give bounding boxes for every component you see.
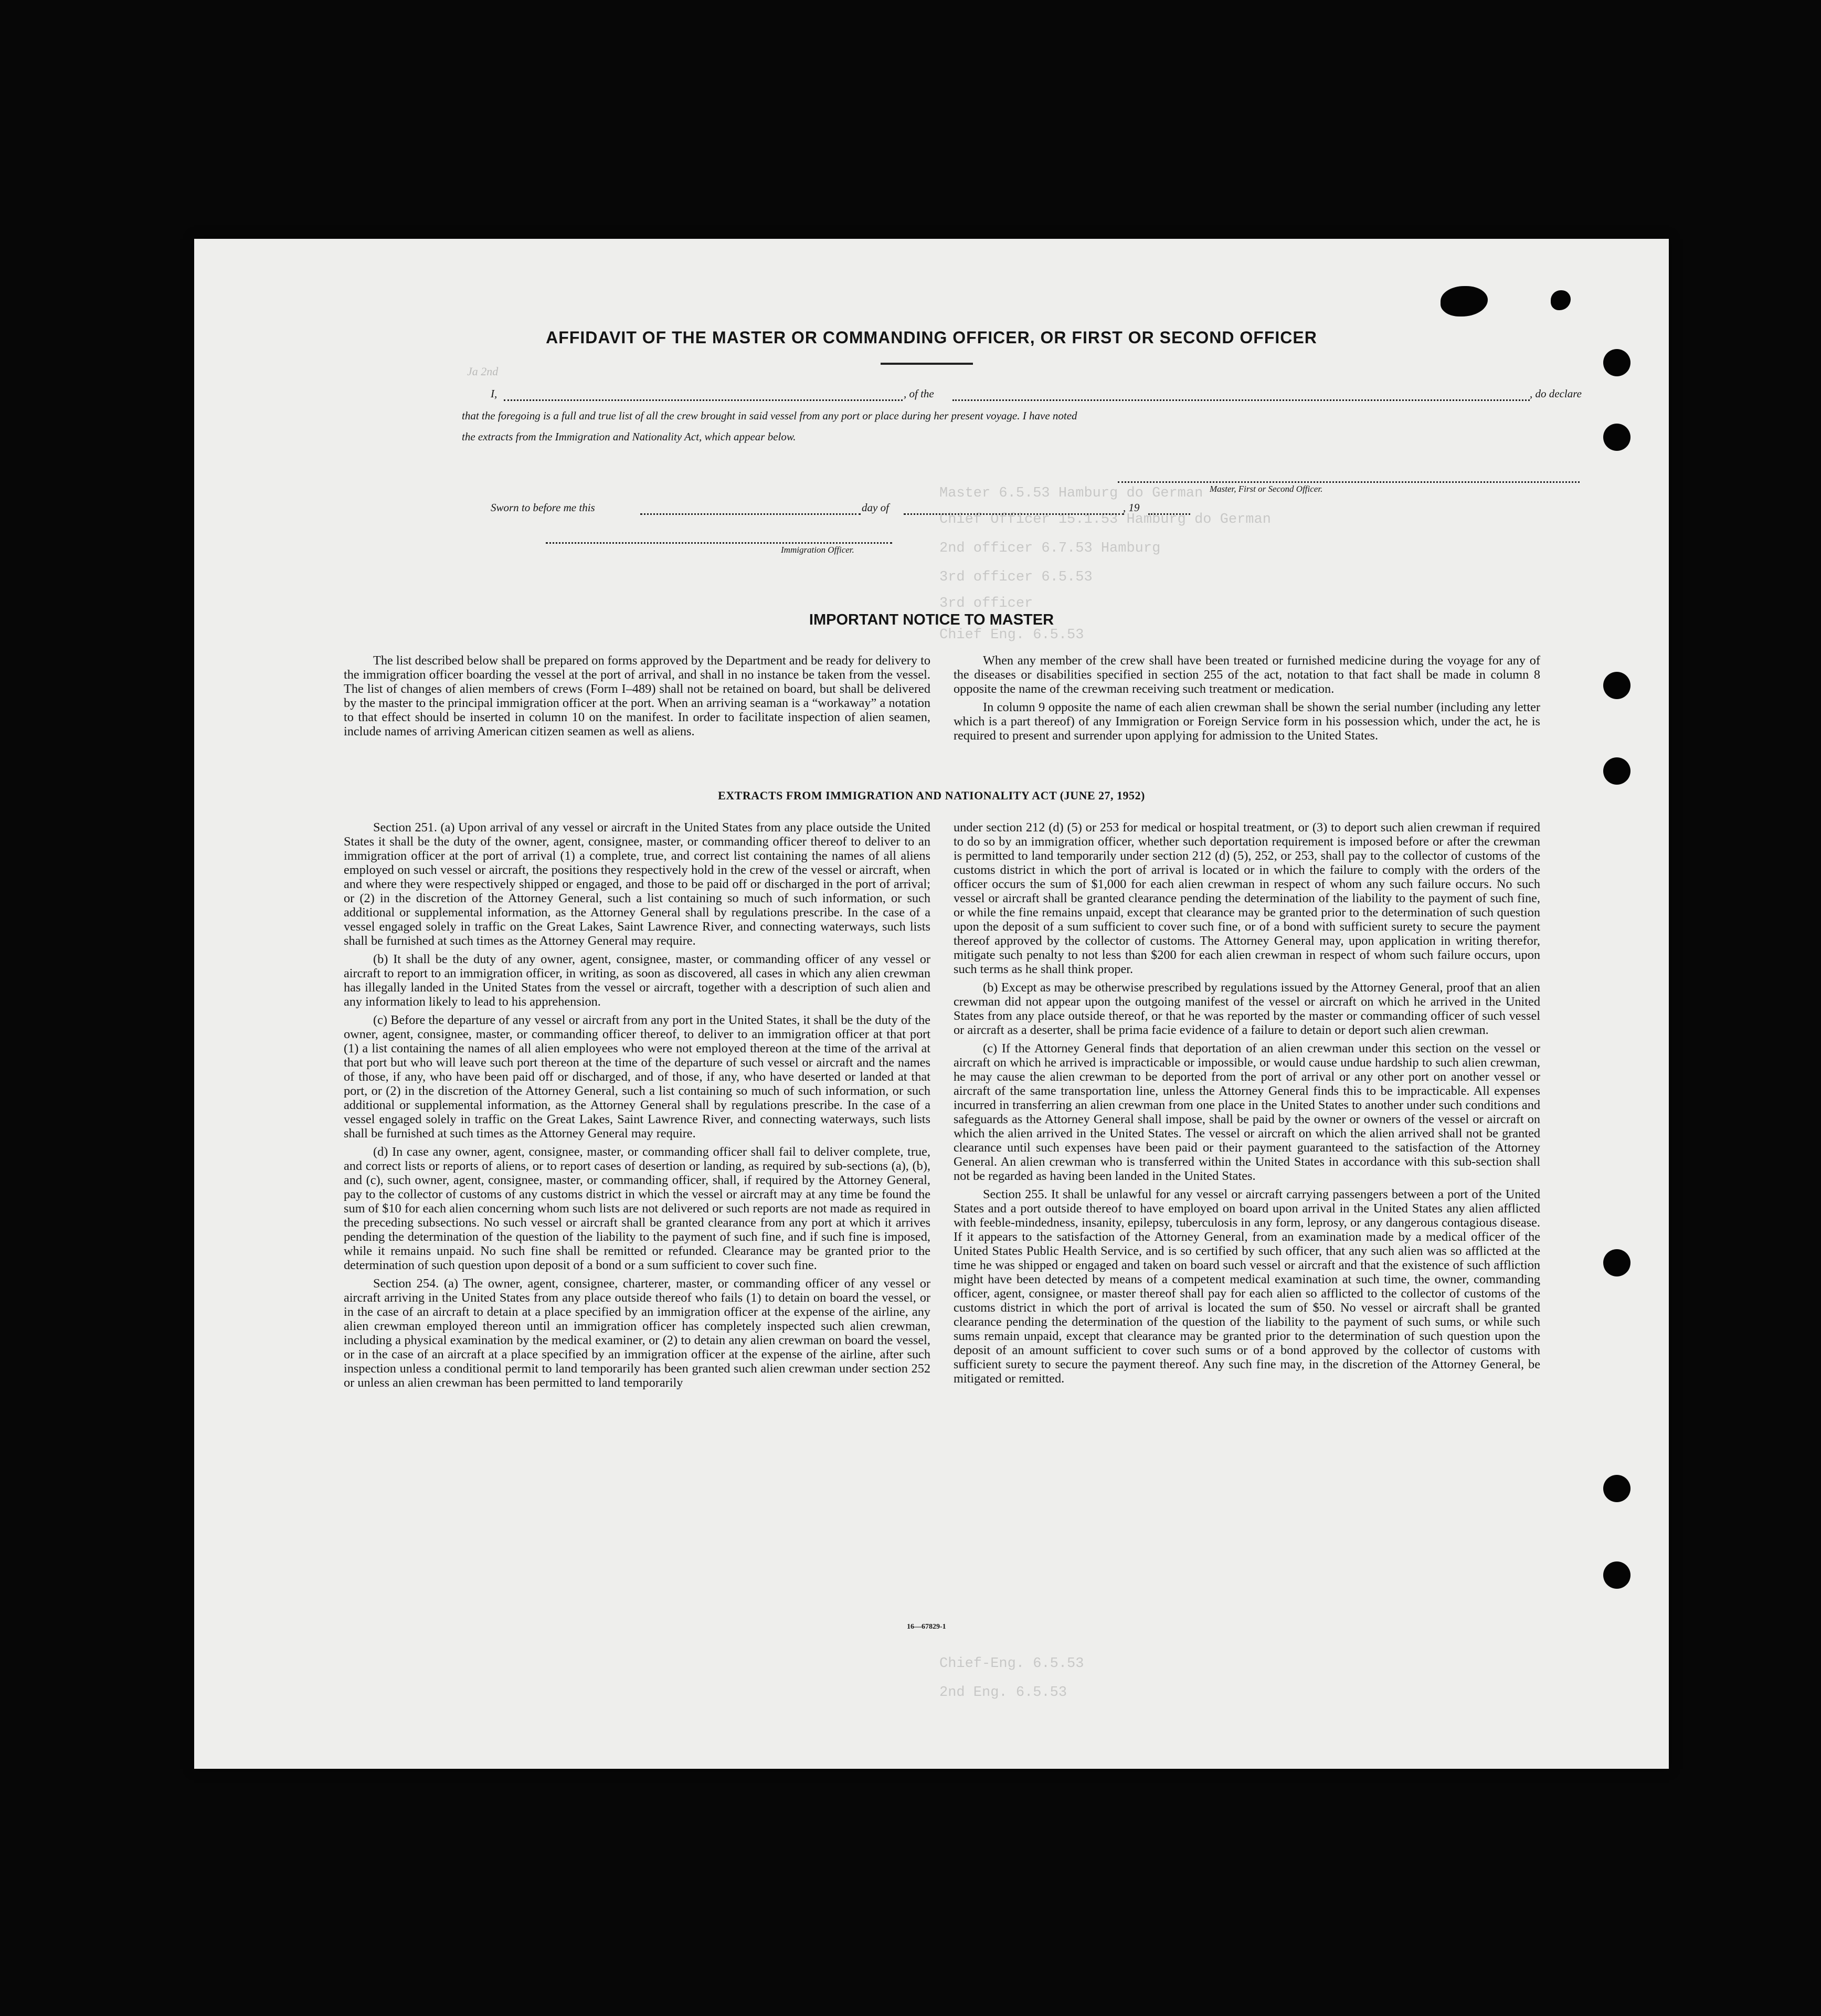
punch-hole-icon <box>1603 1475 1631 1502</box>
sworn-day-blank <box>640 513 861 515</box>
bleed-through-row: 2nd Eng. 6.5.53 <box>939 1685 1067 1701</box>
title-divider <box>881 363 973 365</box>
extract-paragraph: Section 255. It shall be unlawful for any vessel or aircraft carrying passengers between a port of the United States and a port outside thereof to have employed on board upon arrival in the United States any alien afflicted with feeble-mindedness, insanity, epilepsy, tuberculosis in any form, leprosy, or any dangerous contagious disease. If it appears to the satisfaction of the Attorney General, from an examination made by a medical officer of the United States Public Health Service, and is so certified by such officer, that any such alien was so afflicted at the time he was shipped or engaged and taken on board such vessel or aircraft and that the existence of such affliction might have been detected by means of a competent medical examination at such time, the owner, commanding officer, agent, consignee, or master thereof shall pay for each alien so afflicted to the collector of customs of the customs district in which the port of arrival is located the sum of $50. No vessel or aircraft shall be granted clearance pending the determination of the question of the liability to the payment of such sums, or while such sums remain unpaid, except that clearance may be granted prior to the determination of such question upon the deposit of an amount sufficient to cover such sums or of a bond approved by the collector of customs with sufficient surety to secure the payment thereof. Any such fine may, in the discretion of the Attorney General, be mitigated or remitted. <box>954 1187 1540 1386</box>
handwritten-note: Ja 2nd <box>467 365 499 378</box>
extracts-right-column <box>954 820 1540 1390</box>
extract-paragraph: (c) Before the departure of any vessel or aircraft from any port in the United States, it shall be the duty of the owner, agent, consignee, master, or commanding officer thereof, to deliver to an immigration officer at that port (1) a list containing the names of all alien employees who were not employed thereon at the time of the arrival at that port but who will leave such port thereon at the time of the departure of such vessel or aircraft and the names of those, if any, who have been paid off or discharged, and of those, if any, who have deserted or landed at that port, or (2) in the discretion of the Attorney General, such a list containing so much of such information, or such additional or supplemental information, as the Attorney General shall by regulations prescribe. In the case of a vessel engaged solely in traffic on the Great Lakes, Saint Lawrence River, and connecting waterways, such lists shall be furnished at such times as the Attorney General may require. <box>344 1013 930 1141</box>
punch-hole-icon <box>1603 757 1631 785</box>
declaration-do-declare: , do declare <box>1530 387 1582 400</box>
declaration-line-3: the extracts from the Immigration and Nationality Act, which appear below. <box>462 430 796 443</box>
master-signature-caption: Master, First or Second Officer. <box>1210 484 1323 494</box>
sworn-day-of: day of <box>862 501 889 514</box>
vessel-blank <box>952 399 1530 401</box>
notice-right-column <box>954 653 1540 747</box>
extracts-heading: EXTRACTS FROM IMMIGRATION AND NATIONALITY ACT (JUNE 27, 1952) <box>718 789 1145 802</box>
notice-heading: IMPORTANT NOTICE TO MASTER <box>809 611 1054 628</box>
name-blank <box>504 399 903 401</box>
declaration-line-2: that the foregoing is a full and true list of all the crew brought in said vessel from any port or place during her present voyage. I have noted <box>462 409 1077 422</box>
notice-paragraph: When any member of the crew shall have been treated or furnished medicine during the voyage for any of the diseases or disabilities specified in section 255 of the act, notation to that fact shall be made in column 8 opposite the name of the crewman receiving such treatment or medication. <box>954 653 1540 696</box>
sworn-month-blank <box>904 513 1124 515</box>
master-signature-line <box>1118 481 1580 483</box>
declaration-of-the: , of the <box>904 387 934 400</box>
extract-paragraph: Section 251. (a) Upon arrival of any vessel or aircraft in the United States from any place outside the United States it shall be the duty of the owner, agent, consignee, master, or commanding officer thereof to deliver to an immigration officer at the port of arrival (1) a complete, true, and correct list containing the names of all aliens employed on such vessel or aircraft, the positions they respectively hold in the crew of the vessel or aircraft, when and where they were respectively shipped or engaged, and those to be paid off or discharged in the port of arrival; or (2) in the discretion of the Attorney General, such a list containing so much of such information, or such additional or supplemental information, as the Attorney General shall by regulations prescribe. In the case of a vessel engaged solely in traffic on the Great Lakes, Saint Lawrence River, and connecting waterways, such lists shall be furnished at such times as the Attorney General may require. <box>344 820 930 948</box>
extract-paragraph: under section 212 (d) (5) or 253 for medical or hospital treatment, or (3) to deport such alien crewman if required to do so by an immigration officer, whether such deportation requirement is imposed before or after the crewman is permitted to land temporarily under section 212 (d) (5), 252, or 253, shall pay to the collector of customs of the customs district in which the port of arrival is located or in which the failure to comply with the orders of the officer occurs the sum of $1,000 for each alien crewman in respect of whom any such failure occurs. No such vessel or aircraft shall be granted clearance pending the determination of the liability to the payment of such fine, or while the fine remains unpaid, except that clearance may be granted prior to the determination of such question upon the deposit of a sum sufficient to cover such fine, or of a bond with sufficient surety to secure the payment thereof approved by the collector of customs. The Attorney General may, upon application in writing therefor, mitigate such penalty to not less than $200 for each alien crewman in respect of whom such failure occurs, upon such terms as he shall think proper. <box>954 820 1540 976</box>
notice-left-column <box>344 653 930 743</box>
officer-signature-caption: Immigration Officer. <box>781 545 854 555</box>
ink-blot-icon <box>1551 290 1571 310</box>
document-page <box>194 239 1669 1769</box>
punch-hole-icon <box>1603 672 1631 699</box>
officer-signature-line <box>546 542 892 544</box>
bleed-through-row: Chief-Eng. 6.5.53 <box>939 1656 1084 1672</box>
extract-paragraph: (b) Except as may be otherwise prescribed by regulations issued by the Attorney General, proof that an alien crewman did not appear upon the outgoing manifest of the vessel or aircraft on which he arrived in the United States from any place outside thereof, or that he was reported by the master or commanding officer of such vessel or aircraft as a deserter, shall be prima facie evidence of a failure to detain or deport such alien crewman. <box>954 980 1540 1037</box>
bleed-through-row: Chief Eng. 6.5.53 <box>939 627 1084 643</box>
extract-paragraph: (d) In case any owner, agent, consignee, master, or commanding officer shall fail to deliver complete, true, and correct lists or reports of aliens, or to report cases of desertion or landing, as required by sub-sections (a), (b), and (c), such owner, agent, consignee, master, or commanding officer, shall, if required by the Attorney General, pay to the collector of customs of any customs district in which the vessel or aircraft may at any time be found the sum of $10 for each alien concerning whom such lists are not delivered or such reports are not made as required in the preceding subsections. No such vessel or aircraft shall be granted clearance from any port at which it arrives pending the determination of the question of the liability to the payment of such fine, and if such fine is imposed, while it remains unpaid. No such fine shall be remitted or refunded. Clearance may be granted prior to the determination of such question upon deposit of a bond or a sum sufficient to cover such fine. <box>344 1145 930 1272</box>
bleed-through-row: Master 6.5.53 Hamburg do German <box>939 485 1203 501</box>
punch-hole-icon <box>1603 1561 1631 1589</box>
punch-hole-icon <box>1603 1249 1631 1276</box>
bleed-through-row: Chief Officer 15.1.53 Hamburg do German <box>939 512 1271 527</box>
extract-paragraph: (b) It shall be the duty of any owner, agent, consignee, master, or commanding officer of any vessel or aircraft to report to an immigration officer, in writing, as soon as discovered, all cases in which any alien crewman has illegally landed in the United States from the vessel or aircraft, together with a description of such alien and any information likely to lead to his apprehension. <box>344 952 930 1009</box>
extract-paragraph: (c) If the Attorney General finds that deportation of an alien crewman under this section on the vessel or aircraft on which he arrived is impracticable or impossible, or would cause undue hardship to such alien crewman, he may cause the alien crewman to be deported from the port of arrival or any other port on another vessel or aircraft of the same transportation line, unless the Attorney General finds this to be impracticable. All expenses incurred in transferring an alien crewman from one place in the United States to another under such conditions and safeguards as the Attorney General shall impose, shall be paid by the owner or owners of the vessel or aircraft on which the alien arrived in the United States. The vessel or aircraft on which the alien arrived shall not be granted clearance until such expenses have been paid or their payment guaranteed to the satisfaction of the Attorney General. An alien crewman who is transferred within the United States in accordance with this sub-section shall not be regarded as having been landed in the United States. <box>954 1041 1540 1183</box>
punch-hole-icon <box>1603 349 1631 376</box>
extract-paragraph: Section 254. (a) The owner, agent, consignee, charterer, master, or commanding officer of any vessel or aircraft arriving in the United States from any place outside thereof who fails (1) to detain on board the vessel, or in the case of an aircraft to detain at a place specified by an immigration officer at the expense of the airline, any alien crewman employed thereon until an immigration officer has completely inspected such alien crewman, including a physical examination by the medical examiner, or (2) to detain any alien crewman on board the vessel, or in the case of an aircraft at a place specified by an immigration officer at the expense of the airline, after such inspection unless a conditional permit to land temporarily has been granted such alien crewman under section 252 or unless an alien crewman has been permitted to land temporarily <box>344 1276 930 1390</box>
notice-paragraph: The list described below shall be prepared on forms approved by the Department and be ready for delivery to the immigration officer boarding the vessel at the port of arrival, and shall in no instance be taken from the vessel. The list of changes of alien members of crews (Form I–489) shall not be retained on board, but shall be delivered by the master to the principal immigration officer at the port. When an arriving seaman is a “workaway” a notation to that effect should be inserted in column 10 on the manifest. In order to facilitate inspection of alien seamen, include names of arriving American citizen seamen as well as aliens. <box>344 653 930 738</box>
ink-blot-icon <box>1441 286 1488 316</box>
sworn-year-blank <box>1148 513 1190 515</box>
sworn-label: Sworn to before me this <box>491 501 595 514</box>
punch-hole-icon <box>1603 424 1631 451</box>
bleed-through-row: 3rd officer <box>939 596 1033 611</box>
bleed-through-row: 3rd officer 6.5.53 <box>939 569 1093 585</box>
declaration-i: I, <box>491 387 497 400</box>
bleed-through-row: 2nd officer 6.7.53 Hamburg <box>939 541 1161 556</box>
affidavit-title: AFFIDAVIT OF THE MASTER OR COMMANDING OFFICER, OR FIRST OR SECOND OFFICER <box>546 328 1317 347</box>
sworn-year: , 19 <box>1123 501 1140 514</box>
notice-paragraph: In column 9 opposite the name of each alien crewman shall be shown the serial number (including any letter which is a part thereof) of any Immigration or Foreign Service form in his possession which, under the act, he is required to present and surrender upon applying for admission to the United States. <box>954 700 1540 743</box>
form-number: 16—67829-1 <box>907 1623 946 1631</box>
extracts-left-column <box>344 820 930 1394</box>
